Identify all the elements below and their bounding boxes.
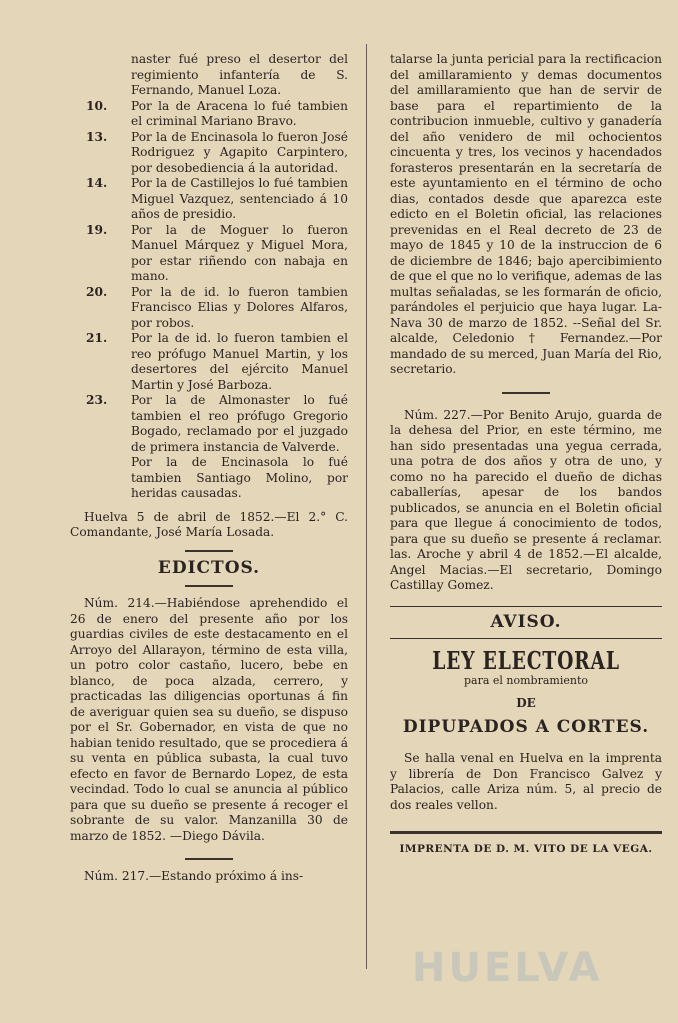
entry-20 [70, 285, 348, 332]
entry-number: 19. [86, 222, 108, 237]
entry-number: 14. [86, 176, 108, 190]
short-rule [502, 392, 550, 394]
notice-214: Núm. 214.—Habiéndose aprehendido el 26 de enero del presente año por los guardias civiles de este destacamento en el Arroyo del Allarayon, término de esta villa, un potro color castaño, lucero, bebe en blanco, de poca alzada, cerrero, y practicadas las diligencias oportunas á fin de averiguar quien sea su dueño, se dispuso por el Sr. Gobernador, en vista de que no habian tenido resultado, que se procediera á su venta en pública subasta, la cual tuvo efecto en favor de Bernardo Lopez, de esta vecindad. Todo lo cual se anuncia al público para que su dueño se presente á recoger el sobrante de su valor. Manzanilla 30 de marzo de 1852. —Diego Dávila. [70, 596, 348, 843]
sale-notice: Se halla venal en Huelva en la imprenta y librería de Don Francisco Galvez y Palacios, calle Ariza núm. 5, al precio de dos reales vellon. [390, 751, 662, 812]
notice-217-start: Núm. 217.—Estando próximo á ins- [84, 869, 304, 883]
entry-text: Por la de Aracena lo fué tambien el criminal Mariano Bravo. [131, 98, 348, 128]
short-rule [185, 585, 233, 587]
notice-227: Núm. 227.—Por Benito Arujo, guarda de la dehesa del Prior, en este término, me han sido presentadas una yegua cerrada, una potra de dos años y otra de uno, y como no ha parecido el dueño de dichas caballerías, apesar de los bandos publicados, se anuncia en el Boletin oficial para que llegue á conocimiento de todos, para que su dueño se presente á reclamar. las. Aroche y abril 4 de 1852.—El alcalde, Angel Macias.—El secretario, Domingo Castillay Gomez. [390, 407, 662, 592]
entry-text: Por la de Castillejos lo fué tambien Miguel Vazquez, sentenciado á 10 años de presidio. [131, 176, 348, 221]
short-rule [185, 858, 233, 860]
entry-text: Por la de Encinasola lo fueron José Rodriguez y Agapito Carpintero, por desobediencia á la autoridad. [131, 129, 348, 175]
ley-electoral-title: LEY ELECTORAL [432, 646, 620, 675]
edictos-title: EDICTOS. [157, 557, 261, 578]
entry-text: Por la de id. lo fueron tambien Francisco Elias y Dolores Alfaros, por robos. [131, 284, 348, 330]
rule [390, 606, 662, 607]
diputados-title: DIPUPADOS A CORTES. [402, 716, 650, 737]
entry-text: Por la de Almonaster lo fué tambien el reo prófugo Gregorio Bogado, reclamado por el juzgado de primera instancia de Valverde. [131, 393, 348, 454]
de-label: DE [516, 696, 536, 710]
entry-14 [70, 176, 348, 223]
continuation-paragraph: talarse la junta pericial para la rectificacion del amillaramiento y demas documentos del amillaramiento que han de servir de base para el repartimiento de la contribucion inmueble, cultivo y ganadería del año venidero de mil ochocientos cincuenta y tres, los vecinos y hacendados forasteros presentarán en la secretaría de este ayuntamiento en el término de ocho dias, contados desde que aparezca este edicto en el Boletin oficial, las relaciones prevenidas en el Real decreto de 23 de mayo de 1845 y 10 de la instruccion de 6 de diciembre de 1846; bajo apercibimiento de que el que no lo verifique, ademas de las multas señaladas, se les formarán de oficio, parándoles el perjuicio que haya lugar. La-Nava 30 de marzo de 1852. --Señal del Sr. alcalde, Celedonio † Fernandez.—Por mandado de su merced, Juan María del Rio, secretario. [390, 52, 662, 376]
short-rule [185, 550, 233, 552]
entry-number: 13. [86, 129, 108, 144]
rule [390, 831, 662, 834]
entry-19 [70, 223, 348, 285]
entry-number: 21. [86, 331, 108, 345]
para-nombramiento: para el nombramiento [463, 673, 589, 687]
entry-text: Por la de Moguer lo fueron Manuel Márquez y Miguel Mora, por estar riñendo con nabaja en mano. [131, 222, 348, 283]
entry-number: 10. [86, 98, 108, 113]
signature: Huelva 5 de abril de 1852.—El 2.° C. Comandante, José María Losada. [70, 509, 348, 539]
entry-number: 23. [86, 393, 108, 407]
entry-text: Por la de id. lo fueron tambien el reo prófugo Manuel Martin, y los desertores del ejército Manuel Martin y José Barboza. [131, 331, 348, 392]
left-column [70, 52, 348, 885]
entry-23 [70, 393, 348, 455]
aviso-title: AVISO. [490, 611, 562, 632]
rule [390, 638, 662, 639]
right-column [390, 52, 662, 858]
huelva-watermark: HUELVA [412, 945, 603, 991]
entry-number: 20. [86, 284, 108, 299]
extra-entry: Por la de Encinasola lo fué tambien Santiago Molino, por heridas causadas. [131, 455, 348, 500]
entry-13 [70, 130, 348, 177]
entry-10 [70, 99, 348, 130]
entry-21 [70, 331, 348, 393]
column-divider [366, 44, 367, 969]
imprenta-line: IMPRENTA DE D. M. VITO DE LA VEGA. [399, 843, 653, 855]
intro-paragraph: naster fué preso el desertor del regimiento infantería de S. Fernando, Manuel Loza. [131, 52, 348, 97]
